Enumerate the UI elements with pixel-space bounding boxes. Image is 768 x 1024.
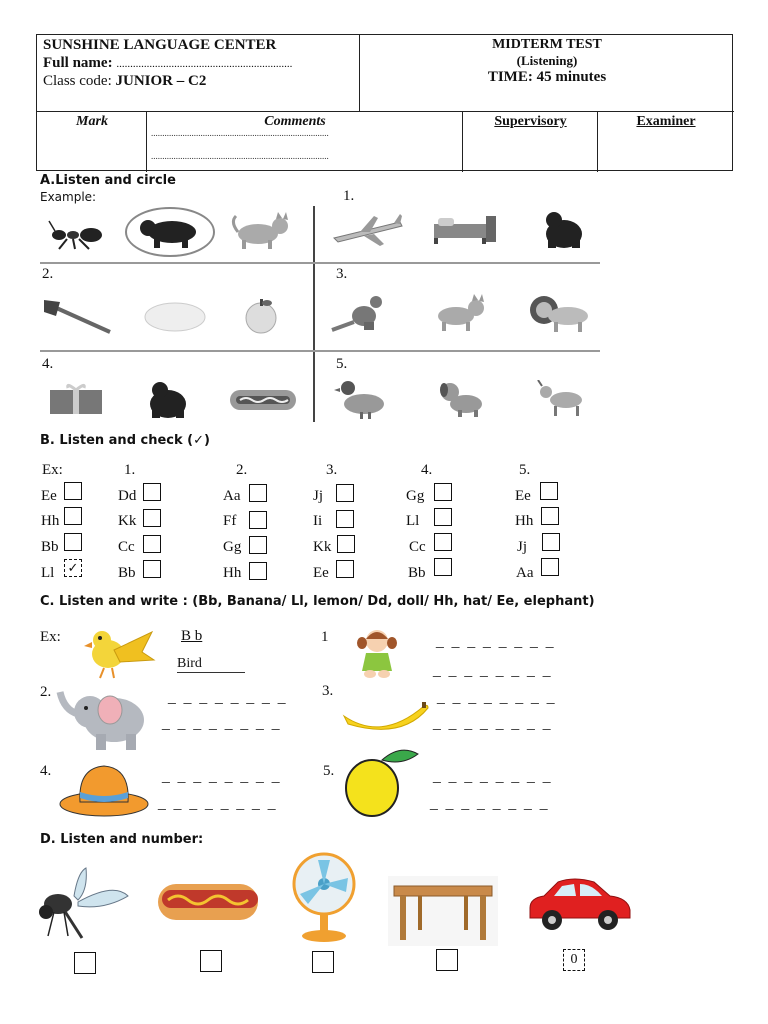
dog-icon[interactable] <box>436 378 492 418</box>
lemon-grey-icon[interactable] <box>142 300 208 334</box>
supervisory-label: Supervisory <box>494 114 567 129</box>
b-3-checkbox-1[interactable] <box>336 484 354 502</box>
b-2-option-4: Hh <box>223 565 242 581</box>
a-number-4: 4. <box>42 356 54 372</box>
comment-line-2: ............................................................................... <box>151 151 329 161</box>
c-4-blank-1[interactable]: _ _ _ _ _ _ _ _ <box>162 767 282 783</box>
mark-cell <box>37 112 147 172</box>
ant-icon[interactable] <box>45 215 111 251</box>
lion-icon[interactable] <box>526 292 592 334</box>
b-1-checkbox-3[interactable] <box>143 535 161 553</box>
comments-label: Comments <box>264 114 326 129</box>
c-2-blank-1[interactable]: _ _ _ _ _ _ _ _ <box>168 688 288 704</box>
c-5-blank-1[interactable]: _ _ _ _ _ _ _ _ <box>433 767 553 783</box>
class-code-line <box>43 73 206 90</box>
duck-icon[interactable] <box>334 376 392 420</box>
b-3-option-2: Ii <box>313 513 323 529</box>
d-number-box-4[interactable] <box>436 949 458 971</box>
kangaroo-icon[interactable] <box>328 292 394 334</box>
b-header-1: 1. <box>124 462 136 478</box>
lemon-icon <box>342 744 422 820</box>
test-subtitle: (Listening) <box>516 53 578 68</box>
b-header-4: 4. <box>421 462 433 478</box>
c-number-1: 1 <box>321 629 329 645</box>
b-3-option-4: Ee <box>313 565 329 581</box>
b-4-checkbox-3[interactable] <box>434 533 452 551</box>
c-1-blank-1[interactable]: _ _ _ _ _ _ _ _ <box>436 632 556 648</box>
b-2-checkbox-4[interactable] <box>249 562 267 580</box>
b-4-checkbox-1[interactable] <box>434 483 452 501</box>
c-3-blank-2[interactable]: _ _ _ _ _ _ _ _ <box>433 714 553 730</box>
cat-icon[interactable] <box>228 210 294 250</box>
b-5-checkbox-4[interactable] <box>541 558 559 576</box>
c-ex-letters: B b <box>181 628 203 644</box>
b-header-2: 2. <box>236 462 248 478</box>
b-ex-option-1: Ee <box>41 488 57 504</box>
comment-line-1: ............................................................................... <box>151 128 329 138</box>
b-4-checkbox-2[interactable] <box>434 508 452 526</box>
d-number-box-3[interactable] <box>312 951 334 973</box>
section-a-title: A.Listen and circle <box>40 173 176 188</box>
c-1-blank-2[interactable]: _ _ _ _ _ _ _ _ <box>433 661 553 677</box>
test-title: MIDTERM TEST <box>492 37 602 52</box>
doll-icon <box>352 625 402 679</box>
a-grid-line-2 <box>40 350 600 352</box>
b-5-checkbox-1[interactable] <box>540 482 558 500</box>
gorilla-2-icon[interactable] <box>144 378 192 420</box>
gorilla-icon[interactable] <box>538 208 588 250</box>
b-1-checkbox-2[interactable] <box>143 509 161 527</box>
supervisory-cell <box>463 112 598 172</box>
full-name-dots: ................................................................ <box>116 58 293 70</box>
class-code-value: JUNIOR – C2 <box>115 73 207 89</box>
c-ex-label: Ex: <box>40 629 61 645</box>
b-1-option-4: Bb <box>118 565 136 581</box>
school-info-cell <box>37 35 360 112</box>
school-name: SUNSHINE LANGUAGE CENTER <box>43 37 277 53</box>
c-number-3: 3. <box>322 683 334 699</box>
b-header-3: 3. <box>326 462 338 478</box>
c-number-5: 5. <box>323 763 335 779</box>
b-ex-option-3: Bb <box>41 539 59 555</box>
b-1-checkbox-1[interactable] <box>143 483 161 501</box>
section-b-title: B. Listen and check (✓) <box>40 433 210 448</box>
a-number-3: 3. <box>336 266 348 282</box>
c-5-blank-2[interactable]: _ _ _ _ _ _ _ _ <box>430 794 550 810</box>
a-number-2: 2. <box>42 266 54 282</box>
b-2-checkbox-2[interactable] <box>249 511 267 529</box>
b-1-option-1: Dd <box>118 488 137 504</box>
full-name-line <box>43 55 292 72</box>
b-5-option-4: Aa <box>516 565 534 581</box>
b-2-option-2: Ff <box>223 513 237 529</box>
b-5-option-1: Ee <box>515 488 531 504</box>
a-grid-vertical-line <box>313 206 315 422</box>
b-5-checkbox-2[interactable] <box>541 507 559 525</box>
b-2-option-3: Gg <box>223 539 242 555</box>
b-1-option-2: Kk <box>118 513 137 529</box>
gift-box-icon[interactable] <box>46 382 106 416</box>
header-table <box>36 34 733 171</box>
b-ex-checkbox-2[interactable] <box>64 507 82 525</box>
b-ex-option-2: Hh <box>41 513 60 529</box>
bird-icon <box>80 622 156 680</box>
c-number-4: 4. <box>40 763 52 779</box>
axe-icon[interactable] <box>40 296 116 338</box>
b-2-checkbox-3[interactable] <box>249 536 267 554</box>
d-number-box-5-example[interactable]: 0 <box>563 949 585 971</box>
c-3-blank-1[interactable]: _ _ _ _ _ _ _ _ <box>437 688 557 704</box>
comments-cell <box>147 112 463 172</box>
mark-label: Mark <box>76 114 108 129</box>
b-header-ex: Ex: <box>42 462 63 478</box>
car-icon <box>524 874 636 936</box>
b-3-checkbox-4[interactable] <box>336 560 354 578</box>
a-number-1: 1. <box>343 188 355 204</box>
b-header-5: 5. <box>519 462 531 478</box>
b-3-checkbox-2[interactable] <box>336 510 354 528</box>
b-4-option-2: Ll <box>406 513 420 529</box>
test-time: TIME: 45 minutes <box>487 69 607 85</box>
b-ex-checkbox-1[interactable] <box>64 482 82 500</box>
d-number-box-1[interactable] <box>74 952 96 974</box>
section-d-title: D. Listen and number: <box>40 832 204 847</box>
c-ex-word: Bird <box>177 656 245 673</box>
full-name-label: Full name: <box>43 55 113 71</box>
example-label: Example: <box>40 190 97 204</box>
b-5-checkbox-3[interactable] <box>542 533 560 551</box>
c-number-2: 2. <box>40 684 52 700</box>
fan-icon <box>288 852 360 944</box>
b-5-option-3: Jj <box>517 539 528 555</box>
b-ex-checkbox-4-checked[interactable]: ✓ <box>64 559 82 577</box>
b-1-checkbox-4[interactable] <box>143 560 161 578</box>
banana-icon <box>342 702 430 740</box>
b-4-checkbox-4[interactable] <box>434 558 452 576</box>
hotdog-icon <box>154 870 266 928</box>
b-4-option-4: Bb <box>408 565 426 581</box>
class-code-label: Class code: <box>43 73 112 89</box>
b-ex-checkbox-3[interactable] <box>64 533 82 551</box>
hotdog-grey-icon[interactable] <box>226 384 300 416</box>
airplane-icon[interactable] <box>330 212 406 248</box>
c-2-blank-2[interactable]: _ _ _ _ _ _ _ _ <box>162 714 282 730</box>
b-5-option-2: Hh <box>515 513 534 529</box>
bear-circled-icon[interactable] <box>124 206 216 258</box>
b-ex-option-4: Ll <box>41 565 55 581</box>
hat-icon <box>58 760 150 818</box>
b-3-option-1: Jj <box>313 488 324 504</box>
b-3-checkbox-3[interactable] <box>337 535 355 553</box>
test-info-cell <box>360 35 734 112</box>
mosquito-icon <box>34 866 130 942</box>
b-4-option-1: Gg <box>406 488 425 504</box>
b-4-option-3: Cc <box>409 539 426 555</box>
cat-2-icon[interactable] <box>428 292 490 332</box>
section-c-title: C. Listen and write : (Bb, Banana/ Ll, lemon/ Dd, doll/ Hh, hat/ Ee, elephant) <box>40 594 595 609</box>
d-number-box-2[interactable] <box>200 950 222 972</box>
c-4-blank-2[interactable]: _ _ _ _ _ _ _ _ <box>158 794 278 810</box>
b-2-checkbox-1[interactable] <box>249 484 267 502</box>
b-3-option-3: Kk <box>313 539 332 555</box>
a-grid-line-1 <box>40 262 600 264</box>
apple-grey-icon[interactable] <box>236 296 286 334</box>
bed-icon[interactable] <box>430 212 502 246</box>
b-1-option-3: Cc <box>118 539 135 555</box>
table-icon <box>388 876 498 946</box>
examiner-label: Examiner <box>636 114 696 129</box>
b-2-option-1: Aa <box>223 488 241 504</box>
goat-icon[interactable] <box>534 380 590 418</box>
a-number-5: 5. <box>336 356 348 372</box>
examiner-cell <box>598 112 734 172</box>
elephant-icon <box>56 684 154 754</box>
